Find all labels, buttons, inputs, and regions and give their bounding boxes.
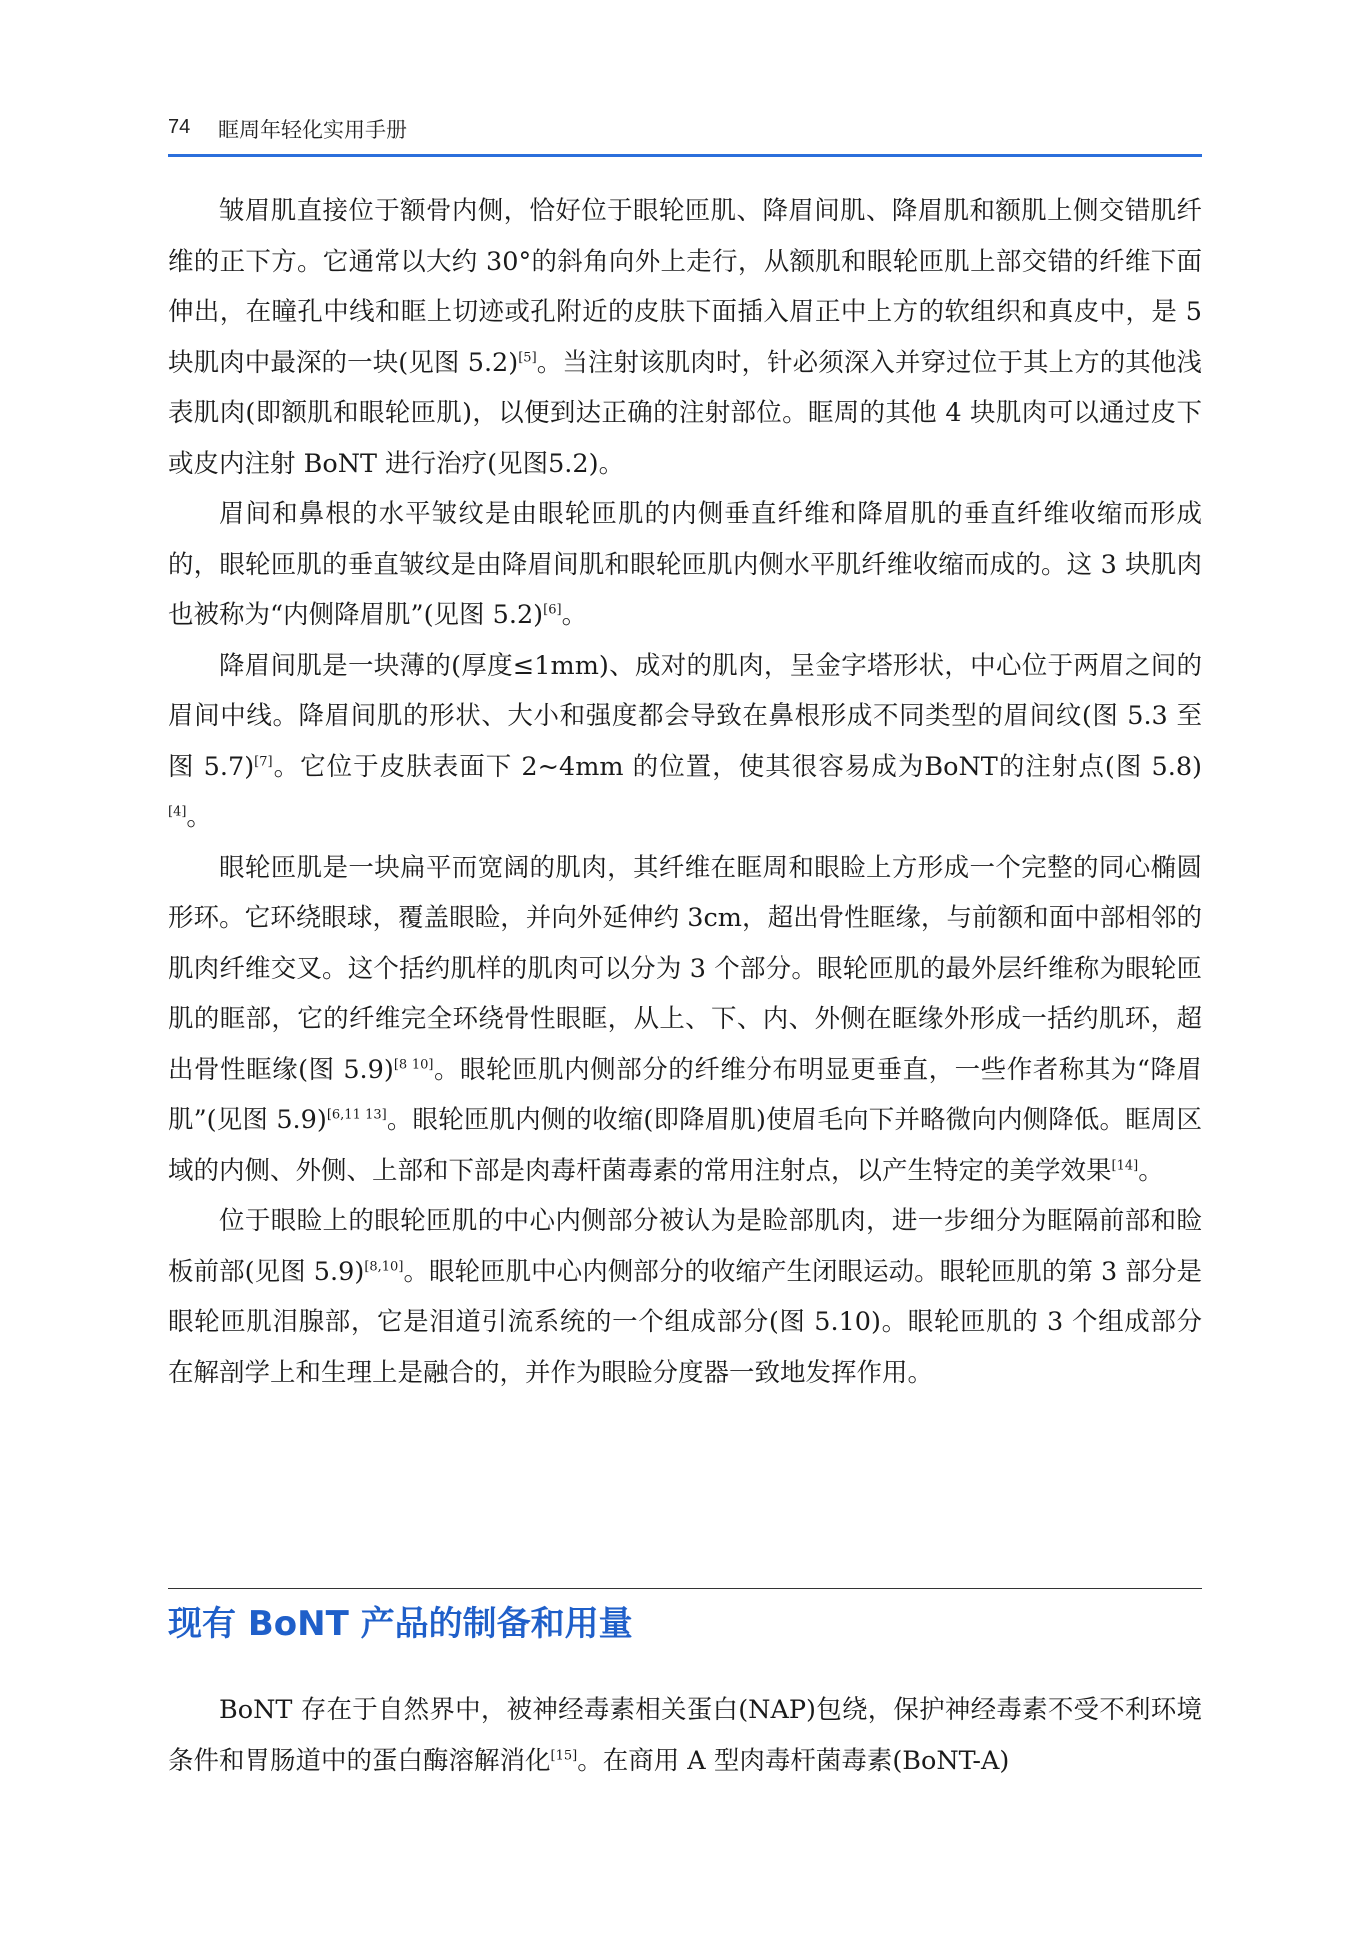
paragraph-text: 皱眉肌直接位于额骨内侧，恰好位于眼轮匝肌、降眉间肌、降眉肌和额肌上侧交错肌纤维的正下方。它通常以大约 30°的斜角向外上走行，从额肌和眼轮匝肌上部交错的纤维下面伸出，在瞳孔中线和眶上切迹或孔附近的皮肤下面插入眉正中上方的软组织和真皮中，是 5 块肌肉中最深的一块(见图 5.2) [168,196,1202,378]
page-header [168,112,1202,154]
section-heading: 现有 BoNT 产品的制备和用量 [168,1604,633,1644]
citation-ref: [15] [550,1748,578,1763]
paragraph-text: 眉间和鼻根的水平皱纹是由眼轮匝肌的内侧垂直纤维和降眉肌的垂直纤维收缩而形成的，眼轮匝肌的垂直皱纹是由降眉间肌和眼轮匝肌内侧水平肌纤维收缩而成的。这 3 块肌肉也被称为“内侧降眉肌”(见图 5.2) [168,499,1202,630]
paragraph-procerus [168,641,1202,843]
paragraph-glabellar-lines [168,489,1202,641]
paragraph-text: 。眼轮匝肌内侧的收缩(即降眉肌)使眉毛向下并略微向内侧降低。眶周区域的内侧、外侧、上部和下部是肉毒杆菌毒素的常用注射点，以产生特定的美学效果 [168,1105,1203,1186]
paragraph-palpebral [168,1196,1202,1398]
citation-ref: [8 10] [393,1057,434,1072]
citation-ref: [7] [254,754,273,769]
citation-ref: [6,11 13] [326,1107,387,1123]
paragraph-text: 降眉间肌是一块薄的(厚度≤1mm)、成对的肌肉，呈金字塔形状，中心位于两眉之间的眉间中线。降眉间肌的形状、大小和强度都会导致在鼻根形成不同类型的眉间纹(图 5.3 至图 5.7) [168,650,1202,782]
citation-ref: [6] [543,602,562,618]
citation-ref: [5] [518,350,537,365]
body-text [168,186,1202,1398]
paragraph-text: 。眼轮匝肌中心内侧部分的收缩产生闭眼运动。眼轮匝肌的第 3 部分是眼轮匝肌泪腺部，它是泪道引流系统的一个组成部分(图 5.10)。眼轮匝肌的 3 个组成部分在解剖学上和生理上是融合的，并作为眼睑分度器一致地发挥作用。 [168,1256,1202,1388]
paragraph-text: 。 [186,802,212,832]
paragraph-corrugator [168,186,1202,489]
paragraph-text: 。当注射该肌肉时，针必须深入并穿过位于其上方的其他浅表肌肉(即额肌和眼轮匝肌)，以便到达正确的注射部位。眶周的其他 4 块肌肉可以通过皮下或皮内注射 BoNT 进行治疗(见图5.2)。 [168,347,1202,479]
page-number: 74 [168,116,191,138]
paragraph-text: 位于眼睑上的眼轮匝肌的中心内侧部分被认为是睑部肌肉，进一步细分为眶隔前部和睑板前部(见图 5.9) [168,1206,1202,1287]
paragraph-text: 。在商用 A 型肉毒杆菌毒素(BoNT-A) [577,1745,1010,1776]
paragraph-orbicularis [168,843,1202,1197]
paragraph-text: 。它位于皮肤表面下 2~4mm 的位置，使其很容易成为BoNT的注射点(图 5.8) [272,751,1203,782]
paragraph-text: 眼轮匝肌是一块扁平而宽阔的肌肉，其纤维在眶周和眼睑上方形成一个完整的同心椭圆形环。它环绕眼球，覆盖眼睑，并向外延伸约 3cm，超出骨性眶缘，与前额和面中部相邻的肌肉纤维交叉。这个括约肌样的肌肉可以分为 3 个部分。眼轮匝肌的最外层纤维称为眼轮匝肌的眶部，它的纤维完全环绕骨性眼眶，从上、下、内、外侧在眶缘外形成一括约肌环，超出骨性眶缘(图 5.9) [168,852,1202,1085]
paragraph-text: 。 [1138,1155,1164,1186]
section-rule [168,1588,1202,1589]
paragraph-bont-nap [168,1685,1202,1786]
citation-ref: [4] [168,804,187,820]
paragraph-text: BoNT 存在于自然界中，被神经毒素相关蛋白(NAP)包绕，保护神经毒素不受不利环境条件和胃肠道中的蛋白酶溶解消化 [168,1695,1202,1776]
paragraph-text: 。眼轮匝肌内侧部分的纤维分布明显更垂直，一些作者称其为“降眉肌”(见图 5.9) [168,1054,1202,1135]
citation-ref: [14] [1111,1158,1139,1173]
header-rule [168,154,1202,157]
section-body-text [168,1685,1202,1786]
running-title: 眶周年轻化实用手册 [218,118,407,142]
paragraph-text: 。 [561,600,588,630]
citation-ref: [8,10] [364,1259,404,1274]
